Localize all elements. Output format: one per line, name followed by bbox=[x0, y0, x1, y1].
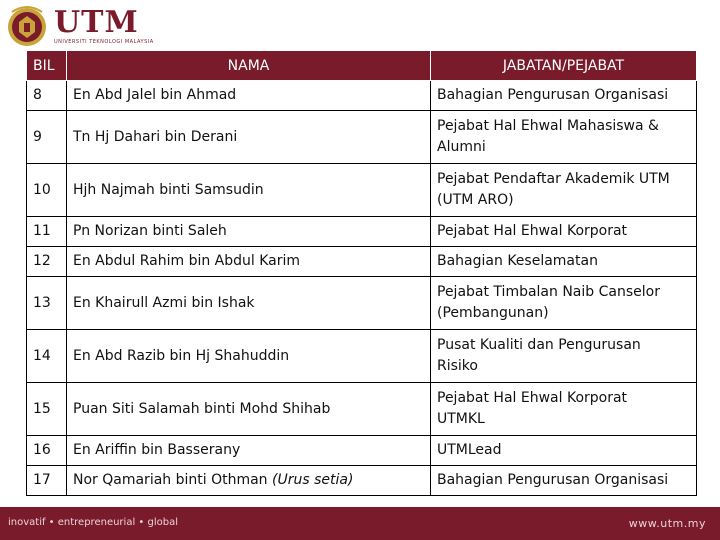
person-name: En Khairull Azmi bin Ishak bbox=[73, 294, 255, 311]
cell-bil: 9 bbox=[27, 111, 67, 164]
department-line: (UTM ARO) bbox=[437, 192, 514, 208]
cell-nama bbox=[67, 383, 431, 436]
cell-bil: 13 bbox=[27, 277, 67, 330]
cell-jabatan bbox=[431, 247, 697, 277]
cell-nama bbox=[67, 164, 431, 217]
department-line: Pusat Kualiti dan Pengurusan bbox=[437, 337, 641, 353]
table-row bbox=[27, 247, 697, 277]
person-name: En Abd Razib bin Hj Shahuddin bbox=[73, 347, 290, 364]
header-bil: BIL bbox=[27, 51, 67, 81]
footer-tagline: inovatif • entrepreneurial • global bbox=[8, 517, 178, 528]
cell-jabatan bbox=[431, 383, 697, 436]
cell-bil: 11 bbox=[27, 217, 67, 247]
cell-bil: 16 bbox=[27, 436, 67, 466]
table-row bbox=[27, 217, 697, 247]
logo-brand-text: UTM bbox=[54, 4, 139, 40]
person-name: Puan Siti Salamah binti Mohd Shihab bbox=[73, 400, 331, 417]
department-line: Alumni bbox=[437, 139, 486, 155]
cell-jabatan bbox=[431, 217, 697, 247]
footer-bar bbox=[0, 507, 720, 540]
person-name: En Ariffin bin Basserany bbox=[73, 442, 241, 458]
department-line: Pejabat Pendaftar Akademik UTM bbox=[437, 171, 670, 187]
committee-table bbox=[26, 50, 697, 496]
department-line: Bahagian Pengurusan Organisasi bbox=[437, 87, 669, 103]
table-row bbox=[27, 436, 697, 466]
cell-nama bbox=[67, 277, 431, 330]
table-header-row bbox=[27, 51, 697, 81]
cell-jabatan bbox=[431, 277, 697, 330]
cell-jabatan bbox=[431, 436, 697, 466]
table-row bbox=[27, 111, 697, 164]
department-line: Pejabat Hal Ehwal Korporat bbox=[437, 390, 628, 406]
cell-jabatan bbox=[431, 81, 697, 111]
table-row bbox=[27, 330, 697, 383]
logo-tagline: UNIVERSITI TEKNOLOGI MALAYSIA bbox=[54, 38, 154, 45]
cell-nama bbox=[67, 466, 431, 496]
cell-nama bbox=[67, 247, 431, 277]
department-line: Pejabat Timbalan Naib Canselor bbox=[437, 284, 660, 300]
cell-nama bbox=[67, 436, 431, 466]
cell-nama bbox=[67, 330, 431, 383]
table-row bbox=[27, 277, 697, 330]
table-row bbox=[27, 164, 697, 217]
cell-jabatan bbox=[431, 330, 697, 383]
person-name: En Abd Jalel bin Ahmad bbox=[73, 87, 237, 103]
cell-bil: 10 bbox=[27, 164, 67, 217]
cell-bil: 15 bbox=[27, 383, 67, 436]
person-name: Nor Qamariah binti Othman bbox=[73, 472, 268, 488]
footer-url: www.utm.my bbox=[628, 517, 706, 530]
department-line: Pejabat Hal Ehwal Mahasiswa & bbox=[437, 118, 659, 134]
cell-bil: 12 bbox=[27, 247, 67, 277]
person-name: Hjh Najmah binti Samsudin bbox=[73, 181, 264, 198]
table-body bbox=[27, 81, 697, 496]
page-header bbox=[0, 0, 720, 50]
cell-nama bbox=[67, 81, 431, 111]
cell-jabatan bbox=[431, 111, 697, 164]
utm-crest-icon bbox=[4, 4, 50, 48]
department-line: Pejabat Hal Ehwal Korporat bbox=[437, 223, 628, 239]
person-name: En Abdul Rahim bin Abdul Karim bbox=[73, 253, 301, 269]
cell-jabatan bbox=[431, 466, 697, 496]
cell-nama bbox=[67, 217, 431, 247]
table-row bbox=[27, 383, 697, 436]
cell-jabatan bbox=[431, 164, 697, 217]
utm-logo bbox=[4, 4, 154, 48]
header-nama: NAMA bbox=[67, 51, 431, 81]
table-row bbox=[27, 466, 697, 496]
department-line: (Pembangunan) bbox=[437, 305, 549, 321]
department-line: Bahagian Pengurusan Organisasi bbox=[437, 472, 669, 488]
person-name: Tn Hj Dahari bin Derani bbox=[73, 128, 238, 145]
department-line: UTMKL bbox=[437, 411, 485, 427]
role-note: (Urus setia) bbox=[272, 472, 354, 488]
table-row bbox=[27, 81, 697, 111]
header-jabatan: JABATAN/PEJABAT bbox=[431, 51, 697, 81]
department-line: Risiko bbox=[437, 358, 478, 374]
cell-bil: 8 bbox=[27, 81, 67, 111]
person-name: Pn Norizan binti Saleh bbox=[73, 223, 227, 239]
department-line: Bahagian Keselamatan bbox=[437, 253, 598, 269]
cell-nama bbox=[67, 111, 431, 164]
cell-bil: 14 bbox=[27, 330, 67, 383]
cell-bil: 17 bbox=[27, 466, 67, 496]
department-line: UTMLead bbox=[437, 442, 502, 458]
